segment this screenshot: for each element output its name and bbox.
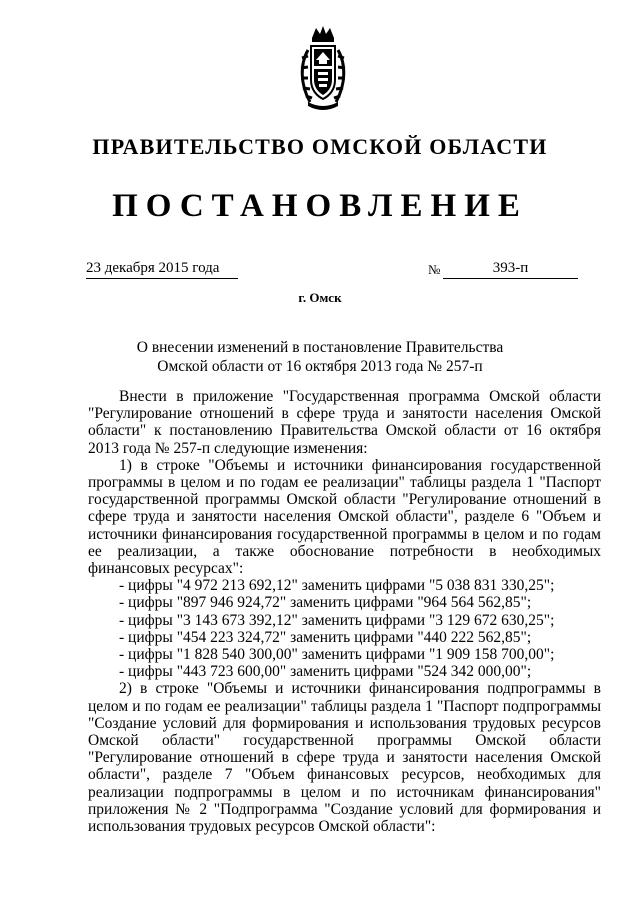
- list-item: - цифры "1 828 540 300,00" заменить цифрами "1 909 158 700,00";: [119, 646, 555, 664]
- city: г. Омск: [298, 290, 342, 305]
- subject-line-1: О внесении изменений в постановление Правительства: [136, 339, 504, 356]
- document-body: [88, 388, 601, 835]
- decree-subject: [0, 338, 640, 376]
- number-sign: №: [428, 262, 441, 277]
- subject-line-2: Омской области от 16 октября 2013 года № 257-п: [157, 358, 483, 375]
- intro-paragraph: Внести в приложение "Государственная программа Омской области "Регулирование отношений в сфере труда и занятости населения Омской области" к постановлению Правительства Омской области от 16 октября 2013 года № 257-п следующие изменения:: [88, 388, 601, 457]
- decree-date: 23 декабря 2015 года: [86, 260, 238, 279]
- coat-of-arms-icon: [294, 24, 352, 116]
- list-item: - цифры "443 723 600,00" заменить цифрами "524 342 000,00";: [119, 663, 532, 681]
- list-item: - цифры "4 972 213 692,12" заменить цифрами "5 038 831 330,25";: [119, 577, 555, 595]
- decree-number: 393-п: [443, 260, 578, 279]
- document-type-title: ПОСТАНОВЛЕНИЕ: [112, 188, 528, 224]
- item-1-paragraph: 1) в строке "Объемы и источники финансирования государственной программы в целом и по годам ее реализации" таблицы раздела 1 "Паспорт государственной программы Омской области "Регулирование отношений в сфере труда и занятости населения Омской области", разделе 6 "Объем и источники финансирования государственной программы в целом и по годам ее реализации, а также обоснование потребности в необходимых финансовых ресурсах":: [88, 456, 601, 578]
- list-item: - цифры "897 946 924,72" заменить цифрами "964 564 562,85";: [119, 594, 532, 612]
- government-title: ПРАВИТЕЛЬСТВО ОМСКОЙ ОБЛАСТИ: [92, 134, 548, 159]
- list-item: - цифры "3 143 673 392,12" заменить цифрами "3 129 672 630,25";: [119, 611, 555, 629]
- item-2-paragraph: 2) в строке "Объемы и источники финансирования подпрограммы в целом и по годам ее реализации" таблицы раздела 1 "Паспорт подпрограммы "Создание условий для формирования и использования трудовых ресурсов Омской области" государственной программы Омской области "Регулирование отношений в сфере труда и занятости населения Омской области", разделе 7 "Объем финансовых ресурсов, необходимых для реализации подпрограммы в целом и по источникам финансирования" приложения № 2 "Подпрограмма "Создание условий для формирования и использования трудовых ресурсов Омской области":: [88, 680, 601, 836]
- list-item: - цифры "454 223 324,72" заменить цифрами "440 222 562,85";: [119, 628, 532, 646]
- replacements-list: [88, 577, 601, 680]
